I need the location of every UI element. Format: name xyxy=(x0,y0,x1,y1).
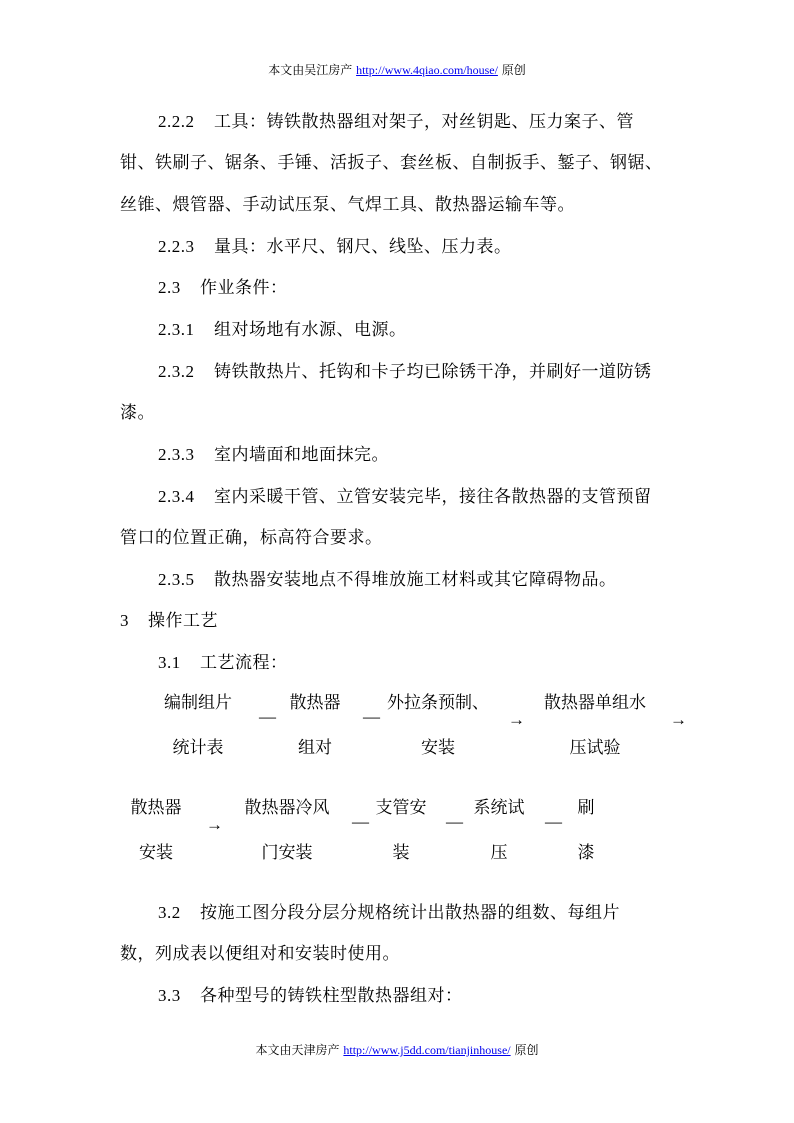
para-text: 各种型号的铸铁柱型散热器组对： xyxy=(200,986,463,1006)
footer-link[interactable]: http://www.j5dd.com/tianjinhouse/ xyxy=(343,1043,511,1057)
para-2-2-2-line3: 丝锥、煨管器、手动试压泵、气焊工具、散热器运输车等。 xyxy=(120,195,575,215)
section-number: 3 xyxy=(120,611,129,630)
flow-step-3 xyxy=(378,688,498,758)
section-number: 2.3 xyxy=(158,278,181,297)
para-2-3-1 xyxy=(158,315,407,340)
para-2-3 xyxy=(158,273,288,298)
section-title: 操作工艺 xyxy=(148,611,218,631)
para-2-3-2-line1 xyxy=(158,357,652,382)
flow-step-top: 散热器单组水 xyxy=(544,693,646,713)
para-2-3-4-line1 xyxy=(158,482,652,507)
section-number: 2.3.1 xyxy=(158,320,195,339)
flow-arrow-icon: → xyxy=(508,710,525,729)
flow-step-bottom: 压试验 xyxy=(569,738,621,758)
para-text: 工艺流程： xyxy=(200,653,288,673)
flow-connector-dash: — xyxy=(545,812,562,831)
flow-step-5 xyxy=(120,793,192,863)
flow-step-1 xyxy=(148,688,248,758)
flow-step-top: 散热器 xyxy=(289,693,341,713)
flow-step-9 xyxy=(568,793,604,863)
flow-step-bottom: 压 xyxy=(490,843,508,863)
flow-connector-dash: — xyxy=(259,707,276,726)
flow-step-6 xyxy=(232,793,342,863)
para-text: 量具：水平尺、钢尺、线坠、压力表。 xyxy=(214,237,512,257)
para-text: 组对场地有水源、电源。 xyxy=(214,320,407,340)
header-prefix: 本文由吴江房产 xyxy=(268,63,353,77)
flow-step-top: 外拉条预制、 xyxy=(387,693,489,713)
section-number: 2.3.3 xyxy=(158,445,195,464)
para-text: 铸铁散热片、托钩和卡子均已除锈干净，并刷好一道防锈 xyxy=(214,362,652,382)
flow-step-top: 散热器冷风 xyxy=(244,798,330,818)
para-text: 按施工图分段分层分规格统计出散热器的组数、每组片 xyxy=(200,903,620,923)
flow-step-top: 支管安 xyxy=(375,798,427,818)
para-2-2-2-line1 xyxy=(158,107,634,132)
page-footer xyxy=(0,1041,794,1058)
flow-step-8 xyxy=(464,793,534,863)
para-text: 作业条件： xyxy=(200,278,288,298)
para-3-2-line2: 数，列成表以便组对和安装时使用。 xyxy=(120,944,400,964)
header-link[interactable]: http://www.4qiao.com/house/ xyxy=(356,63,498,77)
para-text: 室内采暖干管、立管安装完毕，接往各散热器的支管预留 xyxy=(214,487,652,507)
flow-step-bottom: 统计表 xyxy=(172,738,224,758)
flow-step-bottom: 安装 xyxy=(421,738,455,758)
footer-prefix: 本文由天津房产 xyxy=(255,1043,340,1057)
para-text: 散热器安装地点不得堆放施工材料或其它障碍物品。 xyxy=(214,570,617,590)
para-2-2-3 xyxy=(158,232,512,257)
flow-step-7 xyxy=(366,793,436,863)
header-suffix: 原创 xyxy=(501,63,526,77)
section-3-heading xyxy=(120,606,218,631)
page-header xyxy=(0,61,794,78)
flow-step-bottom: 漆 xyxy=(577,843,595,863)
footer-suffix: 原创 xyxy=(514,1043,539,1057)
flow-connector-dash: — xyxy=(363,707,380,726)
flow-step-top: 系统试 xyxy=(473,798,525,818)
flow-step-top: 散热器 xyxy=(130,798,182,818)
para-text: 室内墙面和地面抹完。 xyxy=(214,445,389,465)
section-number: 3.2 xyxy=(158,903,181,922)
para-3-3 xyxy=(158,981,463,1006)
section-number: 2.3.2 xyxy=(158,362,195,381)
section-number: 3.3 xyxy=(158,986,181,1005)
section-number: 2.3.5 xyxy=(158,570,195,589)
para-2-2-2-line2: 钳、铁刷子、锯条、手锤、活扳子、套丝板、自制扳手、錾子、钢锯、 xyxy=(120,153,663,173)
para-3-2-line1 xyxy=(158,898,620,923)
flow-connector-dash: — xyxy=(352,812,369,831)
para-2-3-4-line2: 管口的位置正确，标高符合要求。 xyxy=(120,528,383,548)
section-number: 2.3.4 xyxy=(158,487,195,506)
para-text: 工具：铸铁散热器组对架子，对丝钥匙、压力案子、管 xyxy=(214,112,634,132)
flow-step-top: 编制组片 xyxy=(164,693,232,713)
flow-step-bottom: 门安装 xyxy=(261,843,313,863)
flow-arrow-icon: → xyxy=(670,710,687,729)
section-number: 2.2.2 xyxy=(158,112,195,131)
section-number: 3.1 xyxy=(158,653,181,672)
flow-step-2 xyxy=(270,688,360,758)
para-2-3-2-line2: 漆。 xyxy=(120,403,155,423)
para-3-1 xyxy=(158,648,288,673)
flow-arrow-icon: → xyxy=(206,815,223,834)
flow-step-bottom: 组对 xyxy=(298,738,332,758)
para-2-3-5 xyxy=(158,565,617,590)
flow-step-bottom: 安装 xyxy=(139,843,173,863)
flow-connector-dash: — xyxy=(446,812,463,831)
flow-step-bottom: 装 xyxy=(392,843,410,863)
para-2-3-3 xyxy=(158,440,389,465)
flow-step-4 xyxy=(530,688,660,758)
flow-step-top: 刷 xyxy=(577,798,595,818)
section-number: 2.2.3 xyxy=(158,237,195,256)
